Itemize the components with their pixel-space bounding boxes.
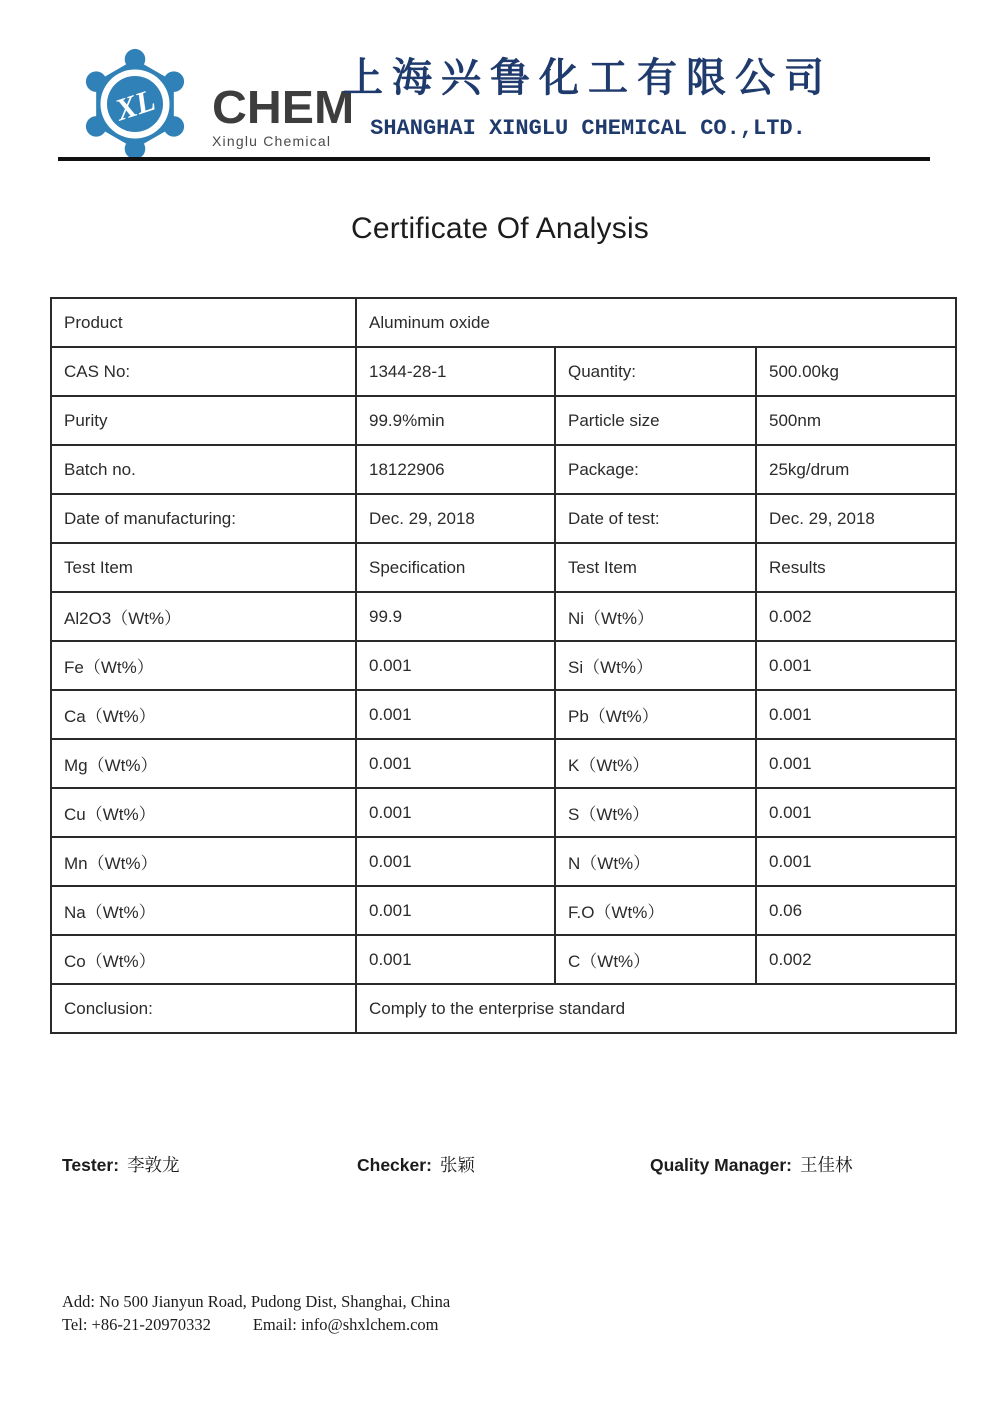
tester-label: Tester: [62, 1155, 120, 1175]
table-cell: S（Wt%） [555, 788, 756, 837]
table-cell: N（Wt%） [555, 837, 756, 886]
table-cell: 1344-28-1 [356, 347, 555, 396]
table-cell: 0.001 [756, 837, 956, 886]
header-divider [58, 157, 930, 161]
table-cell: 0.001 [356, 837, 555, 886]
table-row [51, 837, 956, 886]
logo-subtitle: Xinglu Chemical [212, 133, 332, 149]
table-cell: CAS No: [51, 347, 356, 396]
logo-wordmark [212, 81, 355, 149]
table-cell: Results [756, 543, 956, 592]
table-cell: Package: [555, 445, 756, 494]
table-cell: 500nm [756, 396, 956, 445]
table-cell: 0.001 [356, 886, 555, 935]
table-cell: Fe（Wt%） [51, 641, 356, 690]
table-cell: Pb（Wt%） [555, 690, 756, 739]
table-row-product [51, 298, 956, 347]
footer-address: Add: No 500 Jianyun Road, Pudong Dist, Shanghai, China [62, 1292, 451, 1311]
table-cell: Mn（Wt%） [51, 837, 356, 886]
footer-contact-block [62, 1290, 450, 1336]
table-cell: Test Item [555, 543, 756, 592]
table-row [51, 788, 956, 837]
page-title: Certificate Of Analysis [350, 212, 650, 245]
table-row [51, 396, 956, 445]
company-name-chinese: 上海兴鲁化工有限公司 [343, 55, 833, 100]
table-cell: F.O（Wt%） [555, 886, 756, 935]
table-cell: Cu（Wt%） [51, 788, 356, 837]
table-cell: 0.001 [756, 788, 956, 837]
coa-table [50, 297, 957, 1034]
table-cell: 0.001 [356, 690, 555, 739]
table-cell: Ni（Wt%） [555, 592, 756, 641]
checker-label: Checker: [357, 1155, 432, 1175]
signature-row [0, 1152, 1000, 1182]
table-row [51, 641, 956, 690]
table-cell: 0.001 [356, 788, 555, 837]
logo-monogram: XL [111, 82, 160, 128]
table-cell: 99.9 [356, 592, 555, 641]
table-cell: 0.001 [356, 935, 555, 984]
table-row [51, 347, 956, 396]
table-cell: K（Wt%） [555, 739, 756, 788]
table-cell: 0.002 [756, 592, 956, 641]
product-value-cell: Aluminum oxide [356, 298, 956, 347]
table-cell: Particle size [555, 396, 756, 445]
table-row [51, 445, 956, 494]
quality-manager-label: Quality Manager: [650, 1155, 792, 1175]
table-cell: 500.00kg [756, 347, 956, 396]
table-cell: Date of manufacturing: [51, 494, 356, 543]
quality-manager-signature [650, 1152, 852, 1177]
company-name-block [338, 46, 838, 141]
table-row-conclusion [51, 984, 956, 1033]
table-row [51, 739, 956, 788]
table-row [51, 494, 956, 543]
conclusion-label-cell: Conclusion: [51, 984, 356, 1033]
table-row [51, 935, 956, 984]
table-cell: 0.001 [756, 690, 956, 739]
table-cell: Date of test: [555, 494, 756, 543]
table-cell: Si（Wt%） [555, 641, 756, 690]
table-cell: Batch no. [51, 445, 356, 494]
table-cell: Dec. 29, 2018 [756, 494, 956, 543]
footer-email: Email: info@shxlchem.com [252, 1315, 439, 1334]
logo-chem-text: CHEM [212, 81, 355, 133]
table-cell: Purity [51, 396, 356, 445]
table-cell: 0.001 [756, 641, 956, 690]
table-cell: Specification [356, 543, 555, 592]
table-cell: 18122906 [356, 445, 555, 494]
table-cell: 99.9%min [356, 396, 555, 445]
table-cell: Test Item [51, 543, 356, 592]
table-cell: 25kg/drum [756, 445, 956, 494]
company-name-english: SHANGHAI XINGLU CHEMICAL CO.,LTD. [370, 116, 806, 141]
tester-name: 李敦龙 [127, 1155, 180, 1175]
table-cell: Dec. 29, 2018 [356, 494, 555, 543]
tester-signature [62, 1152, 180, 1177]
table-cell: Mg（Wt%） [51, 739, 356, 788]
table-row [51, 592, 956, 641]
table-cell: 0.001 [756, 739, 956, 788]
table-cell: 0.06 [756, 886, 956, 935]
table-cell: 0.001 [356, 739, 555, 788]
checker-name: 张颖 [439, 1155, 475, 1175]
table-row [51, 886, 956, 935]
table-cell: Al2O3（Wt%） [51, 592, 356, 641]
table-cell: Na（Wt%） [51, 886, 356, 935]
table-cell: C（Wt%） [555, 935, 756, 984]
table-cell: Ca（Wt%） [51, 690, 356, 739]
table-cell: Quantity: [555, 347, 756, 396]
footer-contact-line [62, 1313, 450, 1336]
product-label-cell: Product [51, 298, 356, 347]
table-row [51, 690, 956, 739]
table-cell: 0.002 [756, 935, 956, 984]
table-cell: Co（Wt%） [51, 935, 356, 984]
footer-tel: Tel: +86-21-20970332 [62, 1315, 211, 1334]
table-cell: 0.001 [356, 641, 555, 690]
conclusion-value-cell: Comply to the enterprise standard [356, 984, 956, 1033]
hexagon-molecule-logo-icon [78, 48, 192, 160]
quality-manager-name: 王佳林 [799, 1155, 853, 1175]
checker-signature [357, 1152, 475, 1177]
table-row-header [51, 543, 956, 592]
